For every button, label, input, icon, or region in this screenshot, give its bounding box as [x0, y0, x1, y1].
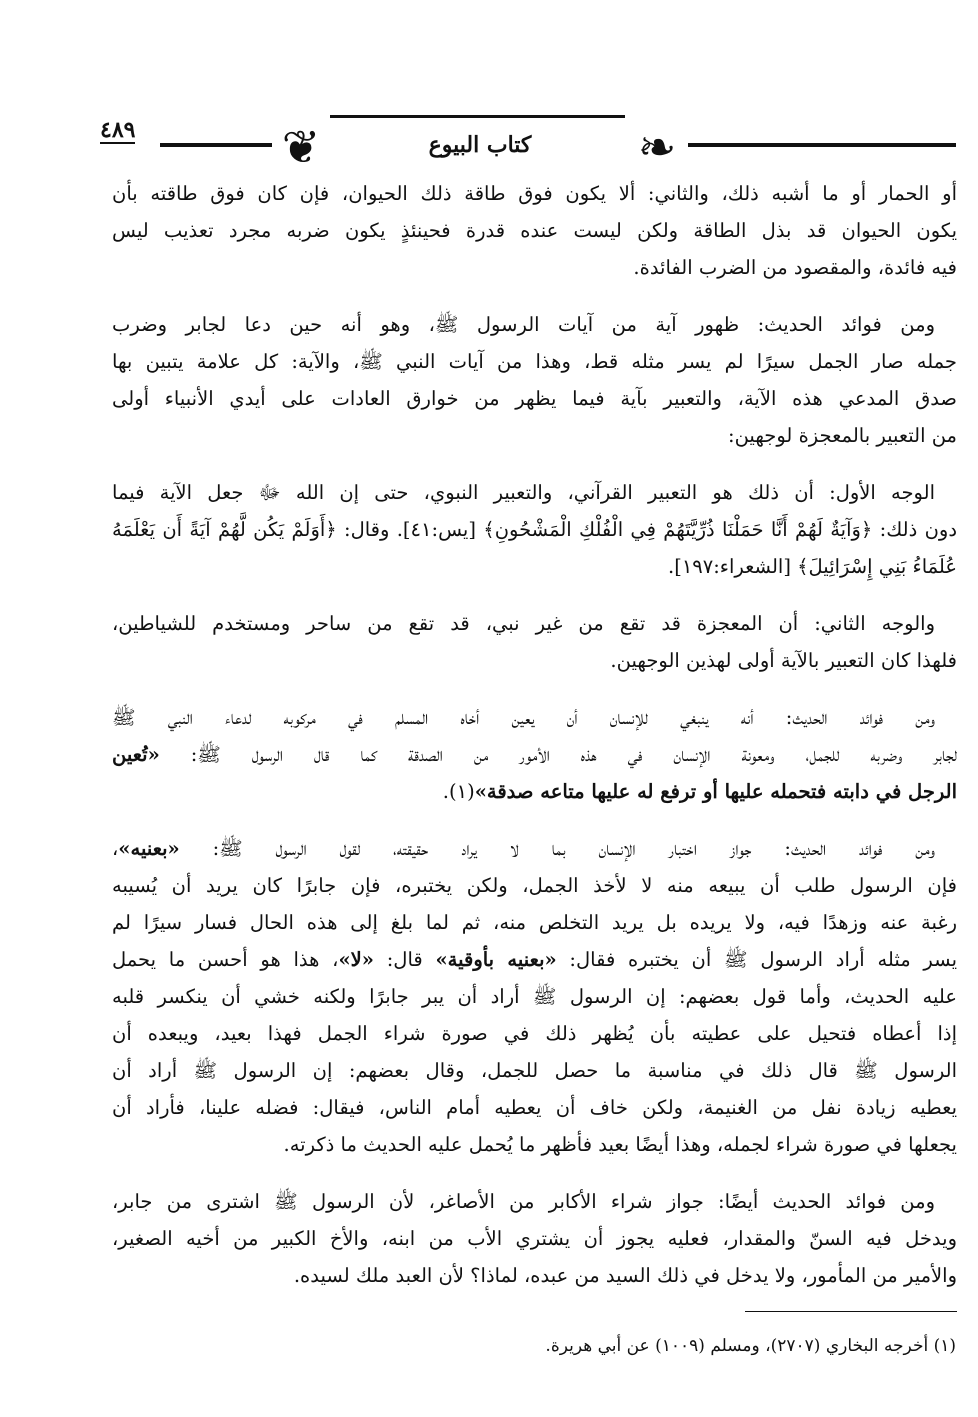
paragraph-gap: [112, 286, 957, 306]
header-rule-right: [688, 143, 956, 147]
text-line: [112, 642, 957, 679]
text-line: [112, 736, 957, 773]
line-text: ، هذا هو أحسن ما يحمل: [112, 948, 339, 971]
line-text: عليه الحديث، وأما قول بعضهم: إن الرسول ﷺ أراد أن يبر جابرًا ولكنه خشي أن ينكسر قلبه: [112, 985, 957, 1008]
text-line: [112, 978, 957, 1015]
text-line: [112, 904, 957, 941]
text-line: [112, 1220, 957, 1257]
line-text: جمله صار الجمل سيرًا لم يسر مثله قط، وهذا من آيات النبي ﷺ، والآية: كل علامة يتبين بها: [112, 350, 957, 373]
paragraph: [112, 474, 957, 585]
line-text: فيه فائدة، والمقصود من الضرب الفائدة.: [633, 256, 957, 279]
text-line: [112, 1183, 957, 1220]
header-rule-top: [330, 115, 625, 118]
line-text: يعطيه زيادة نفل من الغنيمة، ولكن خاف أن يعطيه أمام الناس، فيقال: فضله علينا، فأراد أن: [112, 1096, 957, 1119]
line-text: فلهذا كان التعبير بالآية أولى لهذين الوجهين.: [610, 649, 957, 672]
text-line: [112, 1052, 957, 1089]
paragraph-gap: [112, 454, 957, 474]
bold-quote-text: «تُعين: [112, 743, 160, 766]
line-text: (١).: [442, 780, 475, 803]
text-line: [112, 380, 957, 417]
paragraph: [112, 699, 957, 810]
paragraph-gap: [112, 679, 957, 699]
line-text: يجعلها في صورة شراء لجمله، وهذا أيضًا بعيد فأظهر ما يُحمل عليه الحديث ما ذكرته.: [283, 1133, 957, 1156]
line-text: ومن فوائد الحديث: جواز اختبار الإنسان بما لا يراد حقيقته، لقول الرسول ﷺ:: [179, 837, 935, 860]
paragraph: [112, 306, 957, 454]
text-line: [112, 511, 957, 548]
line-text: ومن فوائد الحديث: أنه ينبغي للإنسان أن يعين أخاه المسلم في مركوبه لدعاء النبي ﷺ: [112, 706, 935, 729]
paragraph: [112, 605, 957, 679]
line-text: ،: [112, 837, 119, 860]
text-line: [112, 249, 957, 286]
line-text: يسر مثله أراد الرسول ﷺ أن يختبره فقال:: [556, 948, 958, 971]
ornament-icon: ❧: [637, 120, 677, 174]
line-text: صدق المدعي هذه الآية، والتعبير بآية فيما يظهر من خوارق العادات على أيدي الأنبياء أولى: [112, 387, 957, 410]
text-line: [112, 474, 957, 511]
footnote: (١) أخرجه البخاري (٢٧٠٧)، ومسلم (١٠٠٩) عن أبي هريرة.: [545, 1336, 956, 1356]
bold-quote-text: «لا»: [338, 948, 374, 971]
chapter-title: كتاب البيوع: [428, 132, 532, 158]
line-text: لجابر وضربه للجمل، ومعونة الإنسان في هذه الأمور من الصدقة كما قال الرسول ﷺ:: [159, 743, 957, 766]
text-line: [112, 548, 957, 585]
text-line: [112, 1257, 957, 1294]
line-text: يكون الحيوان قد بذل الطاقة ولكن ليست عنده قدرة فحينئذٍ يكون ضربه مجرد تعذيب ليس: [112, 219, 957, 242]
line-text: عُلَمَاءُ بَنِي إِسْرَائِيلَ﴾ [الشعراء:١٩٧].: [668, 555, 957, 578]
paragraph-gap: [112, 585, 957, 605]
text-line: [112, 343, 957, 380]
text-line: [112, 1126, 957, 1163]
footnote-separator: [745, 1311, 957, 1312]
bold-quote-text: الرجل في دابته فتحمله عليها أو ترفع له عليها متاعه صدقة»: [474, 780, 957, 803]
line-text: ومن فوائد الحديث: ظهور آية من آيات الرسول ﷺ، وهو أنه حين دعا لجابر وضرب: [112, 313, 935, 336]
text-line: [112, 175, 957, 212]
ornament-icon: ❦: [281, 120, 321, 174]
line-text: أو الحمار أو ما أشبه ذلك، والثاني: ألا يكون فوق طاقة ذلك الحيوان، فإن كان فوق طاقته بأن: [112, 182, 957, 205]
line-text: إذا أعطاه فتحيل على عطيته بأن يُظهر ذلك في صورة شراء الجمل فهذا بعيد، ويبعده أن: [112, 1022, 957, 1045]
text-line: [112, 212, 957, 249]
text-line: [112, 1015, 957, 1052]
text-line: [112, 417, 957, 454]
paragraph: [112, 175, 957, 286]
line-text: ومن فوائد الحديث أيضًا: جواز شراء الأكابر من الأصاغر، لأن الرسول ﷺ اشترى من جابر،: [112, 1190, 935, 1213]
text-line: [112, 867, 957, 904]
paragraph-gap: [112, 1163, 957, 1183]
text-line: [112, 941, 957, 978]
line-text: من التعبير بالمعجزة لوجهين:: [728, 424, 957, 447]
line-text: والوجه الثاني: أن المعجزة قد تقع من غير نبي، قد تقع من ساحر ومستخدم للشياطين،: [112, 612, 935, 635]
line-text: الوجه الأول: أن ذلك هو التعبير القرآني، والتعبير النبوي، حتى إن الله ﷻ جعل الآية فيما: [112, 481, 935, 504]
paragraph: [112, 830, 957, 1163]
line-text: قال:: [373, 948, 436, 971]
line-text: والأمير من المأمور، ولا يدخل في ذلك السيد من عبده، لماذا؟ لأن العبد ملك لسيده.: [293, 1264, 957, 1287]
bold-quote-text: «بعنيه بأوقية»: [435, 948, 557, 971]
text-line: [112, 605, 957, 642]
header-rule-left: [160, 143, 272, 147]
bold-quote-text: «بعنيه»: [118, 837, 180, 860]
page-number: ٤٨٩: [100, 117, 136, 143]
text-line: [112, 773, 957, 810]
text-line: [112, 306, 957, 343]
line-text: رغبة عنه وزهدًا فيه، ولا يريده بل يريد التخلص منه، ثم لما بلغ إلى هذه الحال فسار سيرًا لم: [112, 911, 957, 934]
line-text: فإن الرسول طلب أن يبيعه منه لا لأخذ الجمل، ولكن يختبره، فإن جابرًا كان يريد أن يُسيبه: [112, 874, 957, 897]
text-line: [112, 699, 957, 736]
paragraph-gap: [112, 810, 957, 830]
paragraph: [112, 1183, 957, 1294]
line-text: دون ذلك: ﴿وَآيَةٌ لَهُمْ أَنَّا حَمَلْنَا ذُرِّيَّتَهُمْ فِي الْفُلْكِ الْمَشْحُونِ﴾ [يس:٤١]. وقال: ﴿أَوَلَمْ يَكُن لَّهُمْ آيَةً أَن يَعْلَمَهُ: [112, 518, 958, 541]
text-line: [112, 830, 957, 867]
page-body: [112, 175, 957, 1294]
line-text: الرسول ﷺ قال ذلك في مناسبة ما حصل للجمل، وقال بعضهم: إن الرسول ﷺ أراد أن: [112, 1059, 957, 1082]
line-text: ويدخل فيه السنّ والمقدار، فعليه يجوز أن يشتري الأب من ابنه، والأخ الكبير من أخيه الصغير،: [112, 1227, 957, 1250]
text-line: [112, 1089, 957, 1126]
